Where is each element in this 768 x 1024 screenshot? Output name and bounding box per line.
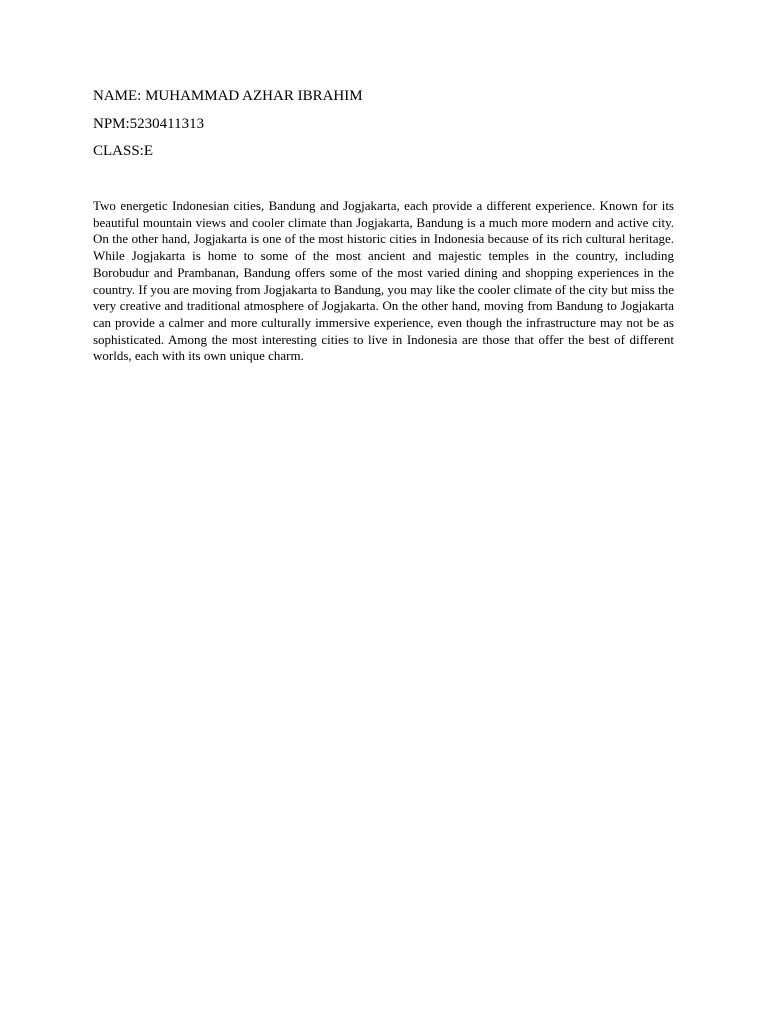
student-npm: NPM:5230411313 — [93, 115, 205, 132]
student-info-header — [93, 86, 673, 169]
student-name: NAME: MUHAMMAD AZHAR IBRAHIM — [93, 88, 363, 104]
student-class: CLASS:E — [93, 143, 154, 159]
essay-paragraph: Two energetic Indonesian cities, Bandung and Jogjakarta, each provide a different experience. Known for its beautiful mountain views and cooler climate than Jogjakarta, Bandung is a much more modern and active city. On the other hand, Jogjakarta is one of the most historic cities in Indonesia because of its rich cultural heritage. While Jogjakarta is home to some of the most ancient and majestic temples in the country, including Borobudur and Prambanan, Bandung offers some of the most varied dining and shopping experiences in the country. If you are moving from Jogjakarta to Bandung, you may like the cooler climate of the city but miss the very creative and traditional atmosphere of Jogjakarta. On the other hand, moving from Bandung to Jogjakarta can provide a calmer and more culturally immersive experience, even though the infrastructure may not be as sophisticated. Among the most interesting cities to live in Indonesia are those that offer the best of different worlds, each with its own unique charm. — [93, 198, 674, 364]
